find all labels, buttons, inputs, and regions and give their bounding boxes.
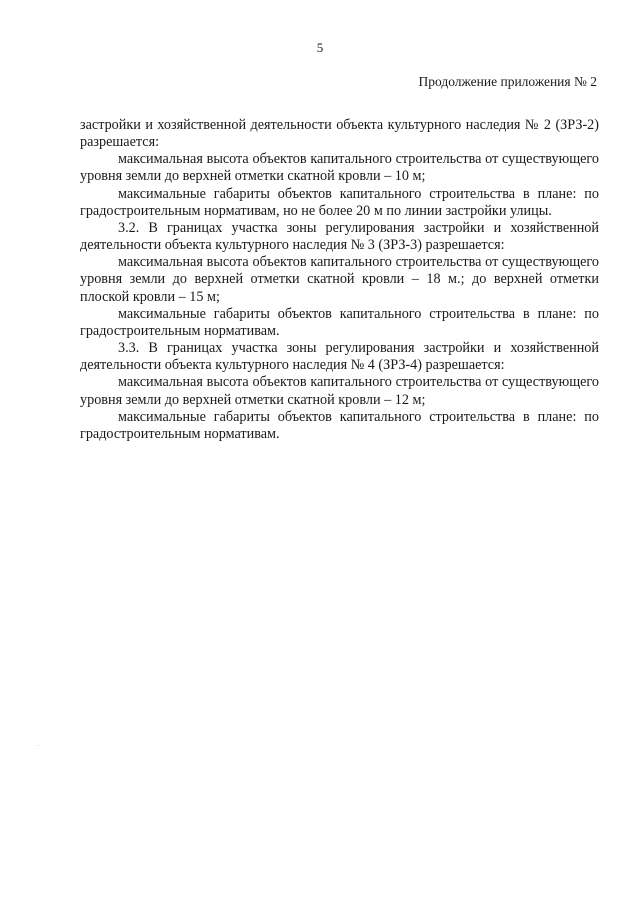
paragraph-zrz2-max-height: максимальная высота объектов капитального строительства от существующего уровня земли до верхней отметки скатной кровли – 10 м; [80,151,599,185]
paragraph-3-2-zrz3-intro: 3.2. В границах участка зоны регулирования застройки и хозяйственной деятельности объекта культурного наследия № 3 (ЗРЗ-3) разрешается: [80,219,599,254]
paragraph-zrz4-max-dimensions: максимальные габариты объектов капитального строительства в плане: по градостроительным нормативам. [80,408,599,442]
paragraph-zrz3-max-height: максимальная высота объектов капитального строительства от существующего уровня земли до верхней отметки скатной кровли – 18 м.; до верхней отметки плоской кровли – 15 м; [80,254,599,305]
paragraph-zrz2-max-dimensions: максимальные габариты объектов капитального строительства в плане: по градостроительным нормативам, но не более 20 м по линии застройки улицы. [80,185,599,219]
page-number: 5 [316,40,324,55]
paragraph-3-3-zrz4-intro: 3.3. В границах участка зоны регулирования застройки и хозяйственной деятельности объекта культурного наследия № 4 (ЗРЗ-4) разрешается: [80,340,599,374]
paragraph-zrz3-max-dimensions: максимальные габариты объектов капитального строительства в плане: по градостроительным нормативам. [80,305,599,339]
appendix-continuation-note: Продолжение приложения № 2 [418,74,597,89]
document-body [80,117,599,443]
paragraph-zrz2-intro: застройки и хозяйственной деятельности объекта культурного наследия № 2 (ЗРЗ-2) разрешается: [80,117,599,151]
scan-artifact [38,745,39,746]
paragraph-zrz4-max-height: максимальная высота объектов капитального строительства от существующего уровня земли до верхней отметки скатной кровли – 12 м; [80,374,599,408]
